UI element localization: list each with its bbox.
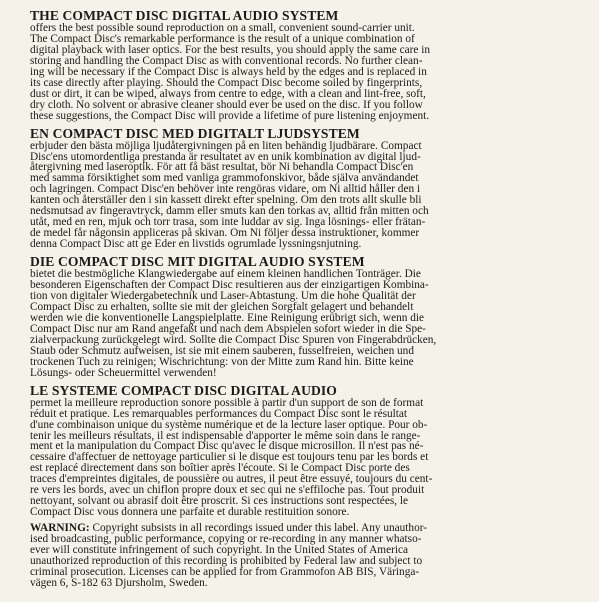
text-line: Lösungs- oder Scheuermittel verwenden! (30, 366, 217, 379)
text-line: réduit et pratique. Les remarquables performances du Compact Disc sont le résultat (30, 407, 408, 420)
text-line: cessaire d'affectuer de nettoyage particulier si le disque est toujours tenu par les bords et (30, 451, 429, 464)
text-line: Staub oder Schmutz aufweisen, ist sie mit einem sauberen, fusselfreien, weichen und (30, 344, 414, 357)
text-line: werden wie die konventionelle Langspielplatte. Eine Reinigung erübrigt sich, wenn die (30, 311, 425, 324)
text-line: de medel får någonsin appliceras på skivan. Om Ni följer dessa instruktioner, kommer (30, 227, 420, 240)
text-line: traces d'empreintes digitales, de poussière ou autres, il peut être essuyé, toujours du cent- (30, 473, 433, 486)
text-line: denna Compact Disc att ge Eder en livstids ogrumlade lyssningsnjutning. (30, 238, 362, 251)
text-line: ised broadcasting, public performance, copying or re-recording in any manner whatso- (30, 533, 422, 546)
section-title: THE COMPACT DISC DIGITAL AUDIO SYSTEM (30, 8, 339, 23)
text-line: permet la meilleure reproduction sonore possible à partir d'un support de son de format (30, 396, 424, 409)
text-line: dust or dirt, it can be wiped, always from centre to edge, with a clean and lint-free, soft, (30, 87, 426, 100)
text-line: ment et la manipulation du Compact Disc qu'avec le disque microsillon. Il n'est pas né- (30, 440, 424, 453)
text-line: trockenen Tuch zu reinigen; Wischrichtung: von der Mitte zum Rand hin. Bitte keine (30, 355, 414, 368)
section-german (30, 254, 577, 379)
text-line: Compact Disc vous donnera une parfaite et durable restituition sonore. (30, 506, 350, 519)
copyright-warning (30, 523, 577, 589)
text-line: zialverpackung zurückgelegt wird. Sollte die Compact Disc Spuren von Fingerabdrücken, (30, 333, 437, 346)
text-line: ever will constitute infringement of such copyright. In the United States of America (30, 544, 409, 557)
text-line: erbjuder den bästa möjliga ljudåtergivningen på en liten behändig ljudbärare. Compact (30, 139, 422, 152)
section-title: LE SYSTEME COMPACT DISC DIGITAL AUDIO (30, 382, 337, 398)
text-line: criminal prosecution. Licenses can be applied for from Grammofon AB BIS, Väringa- (30, 565, 420, 578)
section-body (30, 23, 577, 122)
section-swedish (30, 126, 577, 251)
text-line: its case directly after playing. Should the Compact Disc become soiled by fingerprints, (30, 76, 423, 89)
section-body (30, 269, 577, 379)
text-line: Disc'ens utomordentliga prestanda är resultatet av en unik kombination av digital ljud- (30, 150, 421, 163)
text-line: utåt, med en ren, mjuk och torr trasa, som inte luddar av sig. Inga lösnings- eller frätan- (30, 216, 426, 229)
text-line: besonderen Eigenschaften der Compact Disc resultieren aus der einzigartigen Kombina- (30, 279, 429, 292)
text-line: ing will be necessary if the Compact Disc is always held by the edges and is replaced in (30, 65, 427, 78)
text-line: re vers les bords, avec un chiflon propre doux et sec qui ne s'effiloche pas. Tout produit (30, 484, 425, 497)
section-body (30, 141, 577, 251)
text-line: dry cloth. No solvent or abrasive cleaner should ever be used on the disc. If you follow (30, 98, 423, 111)
warning-text: Copyright subsists in all recordings issued under this label. Any unauthor- (89, 522, 428, 535)
text-line: återgivning med laseroptik. För att få bäst resultat, bör Ni behandla Compact Disc'en (30, 161, 414, 174)
text-line: these suggestions, the Compact Disc will provide a lifetime of pure listening enjoyment. (30, 109, 430, 122)
text-line: vägen 6, S-182 63 Djursholm, Sweden. (30, 576, 208, 589)
text-line: The Compact Disc's remarkable performance is the result of a unique combination of (30, 32, 415, 45)
text-line: tenir les meilleurs résultats, il est indispensable d'apporter le même soin dans le range- (30, 429, 421, 442)
warning-label: WARNING: (30, 522, 90, 535)
text-line: Compact Disc zu erhalten, sollte sie mit der gleichen Sorgfalt gelagert und behandelt (30, 300, 414, 313)
text-line: tion von digitaler Wiedergabetechnik und Laser-Abtastung. Um die hohe Qualität der (30, 290, 416, 303)
section-french (30, 383, 577, 518)
text-line: unauthorized reproduction of this recording is prohibited by Federal law and subject to (30, 554, 423, 567)
text-line: digital playback with laser optics. For the best results, you should apply the same care in (30, 43, 431, 56)
section-english (30, 8, 577, 122)
text-line: bietet die bestmögliche Klangwiedergabe auf einem kleinen handlichen Tonträger. Die (30, 268, 421, 281)
text-line: med samma försiktighet som med vanliga grammofonskivor, både själva användandet (30, 172, 419, 185)
text-line: nettoyant, solvant ou abrasif doit être proscrit. Si ces instructions sont respectées, le (30, 495, 409, 508)
text-line: offers the best possible sound reproduction on a small, convenient sound-carrier unit. (30, 22, 415, 34)
text-line: och lagringen. Compact Disc'en behöver inte rengöras vidare, om Ni alltid håller den i (30, 183, 421, 196)
text-line: d'une combinaison unique du système numérique et de la lecture laser optique. Pour ob- (30, 418, 428, 431)
text-line: nedsmutsad av fingeravtryck, damm eller smuts kan den torkas av, alltid från mitten och (30, 205, 429, 218)
text-line: kanten och återställer den i sin kassett direkt efter spelning. Om den trots allt skulle bli (30, 194, 422, 207)
section-title: EN COMPACT DISC MED DIGITALT LJUDSYSTEM (30, 125, 360, 141)
text-line: est replacé directement dans son boîtier après l'écoute. Si le Compact Disc porte des (30, 462, 410, 475)
section-body (30, 398, 577, 518)
text-line: storing and handling the Compact Disc as with conventional records. No further clean- (30, 54, 423, 67)
section-title: DIE COMPACT DISC MIT DIGITAL AUDIO SYSTEM (30, 254, 365, 270)
text-line: Compact Disc nur am Rand angefaßt und nach dem Abspielen sofort wieder in die Spe- (30, 322, 426, 335)
